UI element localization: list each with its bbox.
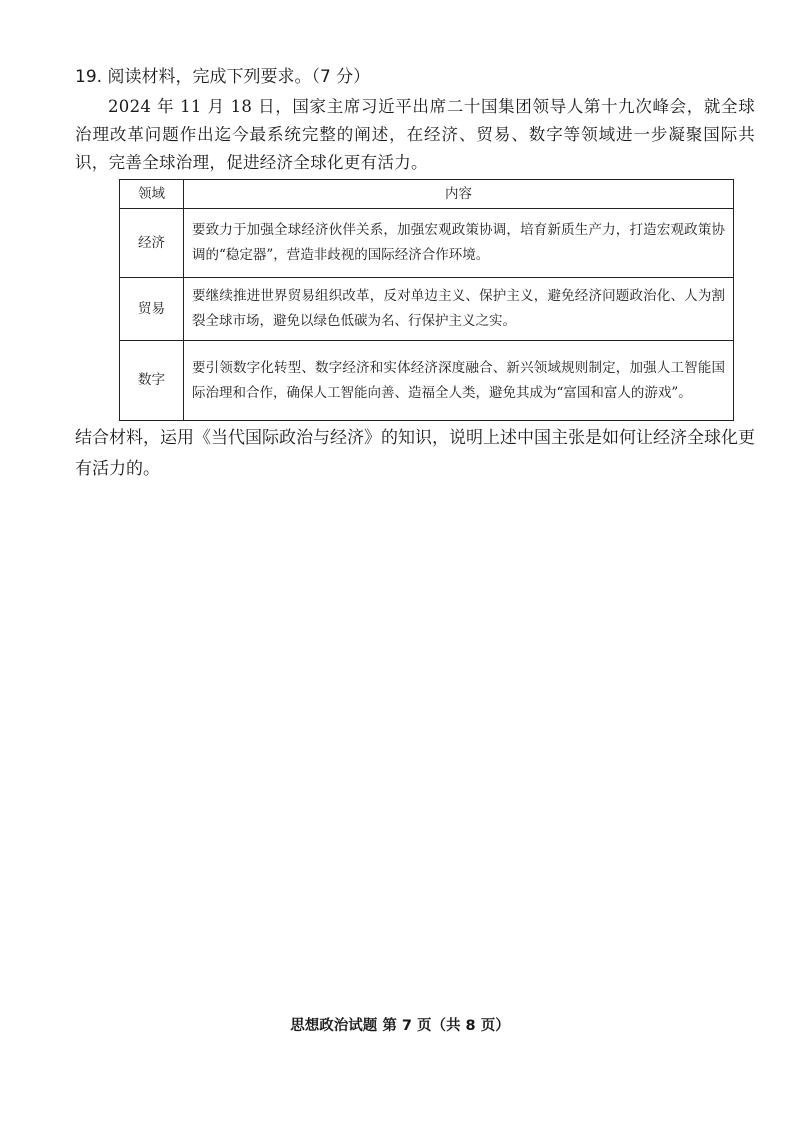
- material-table: [119, 179, 734, 421]
- table-row: [120, 278, 734, 341]
- table-cell-content: 要致力于加强全球经济伙伴关系，加强宏观政策协调，培育新质生产力，打造宏观政策协调的“稳定器”，营造非歧视的国际经济合作环境。: [184, 209, 734, 278]
- page-footer: 思想政治试题 第 7 页（共 8 页）: [290, 1018, 510, 1034]
- table-header-content: 内容: [184, 180, 734, 209]
- table-cell-field: 贸易: [120, 278, 184, 341]
- table-row: [120, 341, 734, 421]
- table-header-field: 领域: [120, 180, 184, 209]
- question-material: 2024 年 11 月 18 日，国家主席习近平出席二十国集团领导人第十九次峰会，就全球治理改革问题作出迄今最系统完整的阐述，在经济、贸易、数字等领域进一步凝聚国际共识，完善全球治理，促进经济全球化更有活力。: [75, 97, 755, 172]
- question-header: 19. 阅读材料，完成下列要求。（7 分）: [75, 67, 371, 87]
- table-cell-field: 数字: [120, 341, 184, 421]
- table-row: [120, 209, 734, 278]
- table-cell-content: 要引领数字化转型、数字经济和实体经济深度融合、新兴领域规则制定，加强人工智能国际治理和合作，确保人工智能向善、造福全人类，避免其成为“富国和富人的游戏”。: [184, 341, 734, 421]
- table-cell-field: 经济: [120, 209, 184, 278]
- table-cell-content: 要继续推进世界贸易组织改革，反对单边主义、保护主义，避免经济问题政治化、人为割裂全球市场，避免以绿色低碳为名、行保护主义之实。: [184, 278, 734, 341]
- question-prompt: 结合材料，运用《当代国际政治与经济》的知识，说明上述中国主张是如何让经济全球化更有活力的。: [75, 428, 755, 479]
- table-header-row: [120, 180, 734, 209]
